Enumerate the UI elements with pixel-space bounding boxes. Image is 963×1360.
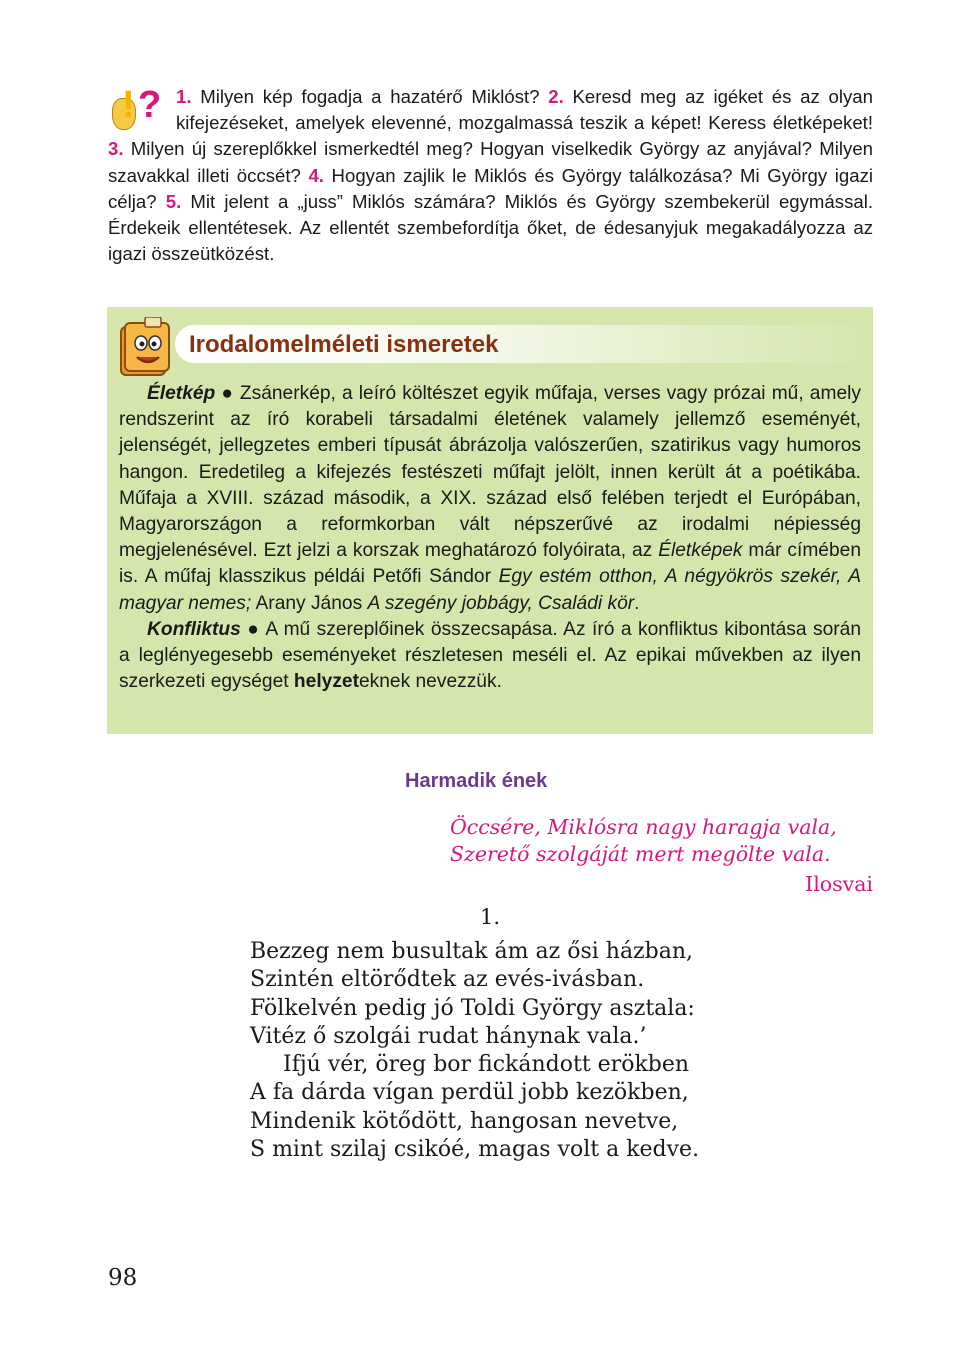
motto [450,814,873,868]
term-separator: ● [240,618,266,640]
term-separator: ● [215,383,240,404]
poem-line: Szintén eltörődtek az evés-ivásban. [250,967,645,993]
motto-line: Szerető szolgáját mert megölte vala. [450,842,831,866]
definition-text: Zsánerkép, a leíró költészet egyik műfaja, verses vagy prózai mű, amely rendszerint az író korabeli társadalmi életének valamely jellemző eseményét, jelenségét, jellegzetes emberi típusát ábrázolja valószerűen, szatirikus vagy humoros hangon. Eredetileg a kifejezés festészeti műfajt jelölt, innen került át a poétikába. Műfaja a XVIII. század második, a XIX. század első felében terjedt el Európában, Magyarországon a reformkorban vált népszerűvé az irodalmi népiesség megjelenésével. Ezt jelzi a korszak meghatározó folyóirata, az [119,383,861,562]
question-number: 2. [548,86,564,107]
question-number: 4. [308,164,324,186]
poem-line: Ifjú vér, öreg bor fickándott erökben [283,1052,690,1078]
theory-paragraph [119,617,861,696]
question-text: Keresd meg az igéket és az olyan kifejezéseket, amelyek elevenné, mozgalmassá teszik a képet! Keress életképeket! [176,86,873,134]
poem-line: Vitéz ő szolgái rudat hánynak vala.’ [250,1023,647,1049]
poem-line: A fa dárda vígan perdül jobb kezökben, [250,1080,689,1106]
question-text: Hogyan zajlik le Miklós és György találkozása? Mi György igazi célja? [108,164,873,212]
poem-stanza [250,938,810,1164]
bold-term: helyzet [293,671,359,693]
poem-line: Bezzeg nem busultak ám az ősi házban, [250,939,694,964]
italic-title: Életképek [658,540,743,562]
question-number: 3. [108,138,124,160]
definition-text: Arany János [251,592,368,614]
question-text: Milyen kép fogadja a hazatérő Miklóst? [191,86,549,107]
page-number: 98 [108,1265,138,1291]
term-konfliktus: Konfliktus [147,618,241,640]
stanza-number: 1. [480,905,501,929]
theory-paragraph [119,381,861,617]
song-title: Harmadik ének [405,770,548,792]
theory-text [119,381,861,695]
theory-title: Irodalomelméleti ismeretek [189,331,499,358]
definition-text: A mű szereplőinek összecsapása. Az író a konfliktus kibontása során a leglényegesebb eseményeket részletesen meséli el. Az epikai művekben az ilyen szerkezeti egységet [119,618,861,693]
definition-text: eknek nevezzük. [358,671,502,693]
italic-title: Egy estém otthon, A négyökrös szekér, A magyar nemes; [119,566,861,614]
term-eletkep: Életkép [147,383,216,404]
question-number: 1. [176,86,192,107]
poem-line: Fölkelvén pedig jó Toldi György asztala: [250,995,695,1021]
motto-source: Ilosvai [805,872,873,896]
book-character-icon [115,317,177,381]
question-exclamation-icon: ! ? [108,84,170,134]
poem-line: Mindenik kötődött, hangosan nevetve, [250,1108,679,1134]
italic-title: A szegény jobbágy, Családi kör [367,592,635,614]
question-text: Milyen új szereplőkkel ismerkedtél meg? Hogyan viselkedik György az anyjával? Milyen szavakkal illeti öccsét? [108,138,873,186]
questions-paragraph [108,84,873,267]
question-number: 5. [165,190,182,212]
poem-line: S mint szilaj csikóé, magas volt a kedve. [250,1137,700,1163]
definition-text: már címében is. A műfaj klasszikus példái Petőfi Sándor [119,540,861,588]
definition-text: . [634,592,640,614]
theory-box [107,307,873,734]
motto-line: Öccsére, Miklósra nagy haragja vala, [450,815,837,839]
question-text: Mit jelent a „juss” Miklós számára? Miklós és György szembekerül egymással. Érdekeik ellentétesek. Az ellentét szembefordítja őket, de édesanyjuk megakadályozza az igazi összeütközést. [108,190,873,265]
